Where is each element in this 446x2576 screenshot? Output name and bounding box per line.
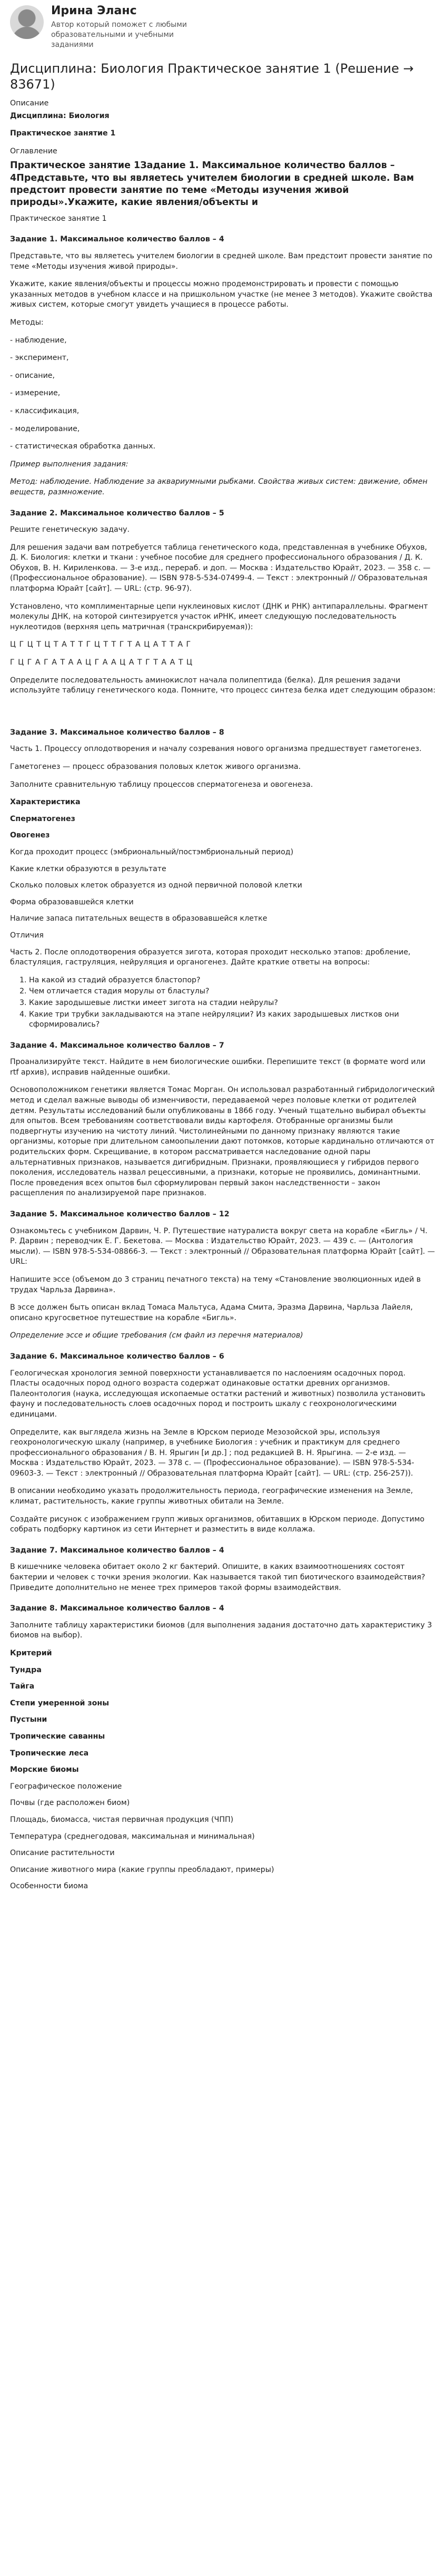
author-info (51, 4, 209, 50)
table-row: Особенности биома (10, 1882, 88, 1891)
example-text: Метод: наблюдение. Наблюдение за аквариумными рыбками. Свойства живых систем: движение, обмен веществ, размножение. (10, 477, 428, 496)
table-header-cell: Тайга (10, 1682, 35, 1691)
task-8-text-1: Заполните таблицу характеристики биомов (для выполнения задания достаточно дать характеристику 3 биомов на выбор). (10, 1621, 432, 1640)
task-5-text-4: Определение эссе и общие требования (см файл из перечня материалов) (10, 1331, 303, 1340)
task-2-text-3: Установлено, что комплиментарные цепи нуклеиновых кислот (ДНК и РНК) антипараллельны. Фрагмент молекулы ДНК, на которой синтезируется участок иРНК, имеет следующую последовательность нуклеотидов (верхняя цепь матричная (транскрибируемая)): (10, 602, 428, 631)
task-7-text-1: В кишечнике человека обитает около 2 кг бактерий. Опишите, в каких взаимоотношениях состоят бактерии и человек с точки зрения экологии. Как называется такой тип биотического взаимодействия? Приведите дополнительно не менее трех примеров такой формы взаимодействия. (10, 1563, 425, 1592)
task-4-title: Задание 4. Максимальное количество баллов – 7 (10, 1041, 224, 1050)
table-row: Почвы (где расположен биом) (10, 1799, 130, 1808)
task-2-text-1: Решите генетическую задачу. (10, 525, 130, 534)
biomes-table (10, 1648, 436, 1892)
method-item: - наблюдение, (10, 336, 67, 345)
task-6-text-3: В описании необходимо указать продолжительность периода, географические изменения на Земле, климат, растительность, какие группы животных обитали на Земле. (10, 1487, 413, 1506)
page-title: Дисциплина: Биология Практическое занятие 1 (Решение → 83671) (10, 61, 414, 92)
main-heading: Практическое занятие 1Задание 1. Максимальное количество баллов – 4Представьте, что вы являетесь учителем биологии в средней школе. Вам предстоит провести занятие по теме «Методы изучения живой природы».Укажите, какие явления/объекты и (10, 160, 414, 208)
table-row: Когда проходит процесс (эмбриональный/постэмбриональный период) (10, 847, 294, 856)
table-row: Площадь, биомасса, чистая первичная продукция (ЧПП) (10, 1815, 234, 1824)
task-1-text-1: Представьте, что вы являетесь учителем биологии в средней школе. Вам предстоит провести занятие по теме «Методы изучения живой природы». (10, 252, 433, 271)
task-8-title: Задание 8. Максимальное количество баллов – 4 (10, 1604, 224, 1613)
task-6-text-2: Определите, как выглядела жизнь на Земле в Юрском периоде Мезозойской эры, используя геохронологическую шкалу (например, в учебнике Биология : учебник и практикум для среднего профессионального образования / В. Н. Ярыгин [и др.] ; под редакцией В. Н. Ярыгина. — 2-е изд. — Москва : Издательство Юрайт, 2023. — 378 с. — (Профессиональное образование). — ISBN 978-5-534-09603-3. — Текст : электронный // Образовательная платформа Юрайт [сайт]. — URL: (стр. 256-257)). (10, 1428, 414, 1478)
task-5-text-2: Напишите эссе (объемом до 3 страниц печатного текста) на тему «Становление эволюционных идей в трудах Чарльза Дарвина». (10, 1275, 421, 1294)
table-row: Наличие запаса питательных веществ в образовавшейся клетке (10, 914, 267, 923)
method-item: - измерение, (10, 389, 61, 398)
dna-sequence-top: Ц Г Ц Т Ц Т А Т Т Г Ц Т Т Г Т А Ц А Т Т А Г (10, 640, 192, 649)
question-item: 3. Какие зародышевые листки имеет зигота на стадии нейрулы? (29, 998, 436, 1009)
task-7-title: Задание 7. Максимальное количество баллов – 4 (10, 1546, 224, 1555)
question-item: 4. Какие три трубки закладываются на этапе нейруляции? Из каких зародышевых листков они сформировались? (29, 1010, 436, 1030)
question-item: 1. На какой из стадий образуется бластопор? (29, 975, 436, 986)
task-3-text-3: Заполните сравнительную таблицу процессов сперматогенеза и овогенеза. (10, 780, 313, 789)
description-label: Описание (10, 99, 49, 108)
task-5-title: Задание 5. Максимальное количество баллов – 12 (10, 1210, 230, 1218)
task-5-text-3: В эссе должен быть описан вклад Томаса Мальтуса, Адама Смита, Эразма Дарвина, Чарльза Лайеля, описано кругосветное путешествие на корабле «Бигль». (10, 1303, 413, 1322)
table-header-cell: Сперматогенез (10, 814, 75, 823)
table-header-cell: Характеристика (10, 798, 81, 807)
method-item: - классификация, (10, 406, 80, 415)
table-row: Температура (среднегодовая, максимальная и минимальная) (10, 1832, 255, 1841)
task-6-text-4: Создайте рисунок с изображением групп живых организмов, обитавших в Юрском периоде. Допустимо собрать подборку картинок из сети Интернет и разместить в виде коллажа. (10, 1515, 425, 1534)
methods-list (10, 318, 436, 452)
practice-subtitle: Практическое занятие 1 (10, 214, 107, 223)
table-header-cell: Овогенез (10, 831, 50, 840)
table-row: Форма образовавшейся клетки (10, 897, 134, 906)
task-1-title: Задание 1. Максимальное количество баллов – 4 (10, 235, 224, 244)
practice-label: Практическое занятие 1 (10, 129, 116, 138)
table-row: Описание растительности (10, 1849, 115, 1858)
table-header-cell: Морские биомы (10, 1765, 79, 1774)
example-label: Пример выполнения задания: (10, 460, 128, 469)
method-item: - описание, (10, 371, 55, 380)
task-5-text-1: Ознакомьтесь с учебником Дарвин, Ч. Р. Путешествие натуралиста вокруг света на корабле «Бигль» / Ч. Р. Дарвин ; переводчик Е. Г. Бекетова. — Москва : Издательство Юрайт, 2023. — 439 с. — (Антология мысли). — ISBN 978-5-534-08866-3. — Текст : электронный // Образовательная платформа Юрайт [сайт]. — URL: (10, 1226, 435, 1266)
method-item: - эксперимент, (10, 354, 69, 363)
table-header-cell: Тундра (10, 1665, 42, 1674)
task-3-text-2: Гаметогенез — процесс образования половых клеток живого организма. (10, 763, 301, 771)
table-row: Отличия (10, 931, 44, 940)
task-3-title: Задание 3. Максимальное количество баллов – 8 (10, 728, 224, 737)
table-header-cell: Тропические леса (10, 1749, 89, 1758)
methods-label: Методы: (10, 318, 44, 327)
task-4-text-2: Основоположником генетики является Томас Морган. Он использовал разработанный гибридологический метод и сделал важные выводы об изменчивости, передаваемой через половые клетки от родителей детям. Результаты исследований были опубликованы в 1866 году. Ученый тщательно выбирал объекты для опытов. Всем требованиям соответствовали виды картофеля. Отобранные организмы были подвергнуты изучению на чистоту линий. Чистолинейными по данному признаку являются такие организмы, которые при длительном самоопылении дают потомков, которые кардинально отличаются от родительских форм. Скрещивание, в котором рассматривается наследование одной пары альтернативных признаков, называется дигибридным. Признаки, проявляющиеся у гибридов первого поколения, исследователь назвал рецессивными, а признаки, которые не проявились, доминантными. После проведения всех опытов был сформулирован первый закон наследственности – закон расщепления по анализируемой паре признаков. (10, 1086, 435, 1198)
task-2-text-2: Для решения задачи вам потребуется таблица генетического кода, представленная в учебнике Обухов, Д. К. Биология: клетки и ткани : учебное пособие для среднего профессионального образования / Д. К. Обухов, В. Н. Кириленкова. — 3-е изд., перераб. и доп. — Москва : Издательство Юрайт, 2023. — 358 с. — (Профессиональное образование). — ISBN 978-5-534-07499-4. — Текст : электронный // Образовательная платформа Юрайт [сайт]. — URL: (стр. 96-97). (10, 543, 431, 593)
questions-list (10, 975, 436, 1030)
method-item: - моделирование, (10, 424, 80, 433)
author-name[interactable]: Ирина Эланс (51, 4, 137, 17)
table-header-cell: Тропические саванны (10, 1732, 105, 1741)
task-1-text-2: Укажите, какие явления/объекты и процессы можно продемонстрировать и провести с помощью указанных методов в учебном классе и на пришкольном участке (не менее 3 методов). Укажите свойства живых систем, которые смогут увидеть учащиеся в процессе работы. (10, 280, 433, 309)
table-header-cell: Критерий (10, 1649, 52, 1657)
dna-sequence-bottom: Г Ц Г А Г А Т А А Ц Г А А Ц А Т Г Т А А Т Ц (10, 658, 193, 667)
author-description: Автор который поможет с любыми образовательными и учебными заданиями (51, 21, 187, 50)
table-header-cell: Пустыни (10, 1715, 47, 1724)
avatar[interactable] (10, 5, 44, 39)
table-row: Описание животного мира (какие группы преобладают, примеры) (10, 1865, 274, 1874)
method-item: - статистическая обработка данных. (10, 442, 156, 451)
table-row: Сколько половых клеток образуется из одной первичной половой клетки (10, 881, 302, 890)
toc-label: Оглавление (10, 147, 57, 155)
question-item: 2. Чем отличается стадия морулы от бластулы? (29, 987, 436, 997)
discipline-label: Дисциплина: Биология (10, 111, 110, 120)
table-row: Какие клетки образуются в результате (10, 864, 166, 873)
task-2-text-4: Определите последовательность аминокислот начала полипептида (белка). Для решения задачи используйте таблицу генетического кода. Помните, что процесс синтеза белка идет следующим образом: (10, 676, 436, 695)
task-6-title: Задание 6. Максимальное количество баллов – 6 (10, 1352, 224, 1361)
table-row: Географическое положение (10, 1782, 122, 1791)
table-header-cell: Степи умеренной зоны (10, 1699, 110, 1707)
gametogenesis-table (10, 797, 436, 941)
task-6-text-1: Геологическая хронология земной поверхности устанавливается по наслоениям осадочных пород. Пласты осадочных пород одного возраста содержат одинаковые остатки древних организмов. Палеонтология (наука, исследующая ископаемые остатки растений и животных) позволила установить фауну и последовательность слоев осадочных пород и построить шкалу с геохронологическими единицами. (10, 1369, 425, 1419)
author-block (10, 4, 436, 50)
task-3-text-1: Часть 1. Процессу оплодотворения и началу созревания нового организма предшествует гаметогенез. (10, 745, 422, 754)
task-4-text-1: Проанализируйте текст. Найдите в нем биологические ошибки. Перепишите текст (в формате word или rtf архив), исправив найденные ошибки. (10, 1058, 425, 1077)
task-3-text-4: Часть 2. После оплодотворения образуется зигота, которая проходит несколько этапов: дробление, бластуляция, гаструляция, нейруляция и органогенез. Дайте краткие ответы на вопросы: (10, 948, 411, 967)
task-2-title: Задание 2. Максимальное количество баллов – 5 (10, 509, 224, 518)
